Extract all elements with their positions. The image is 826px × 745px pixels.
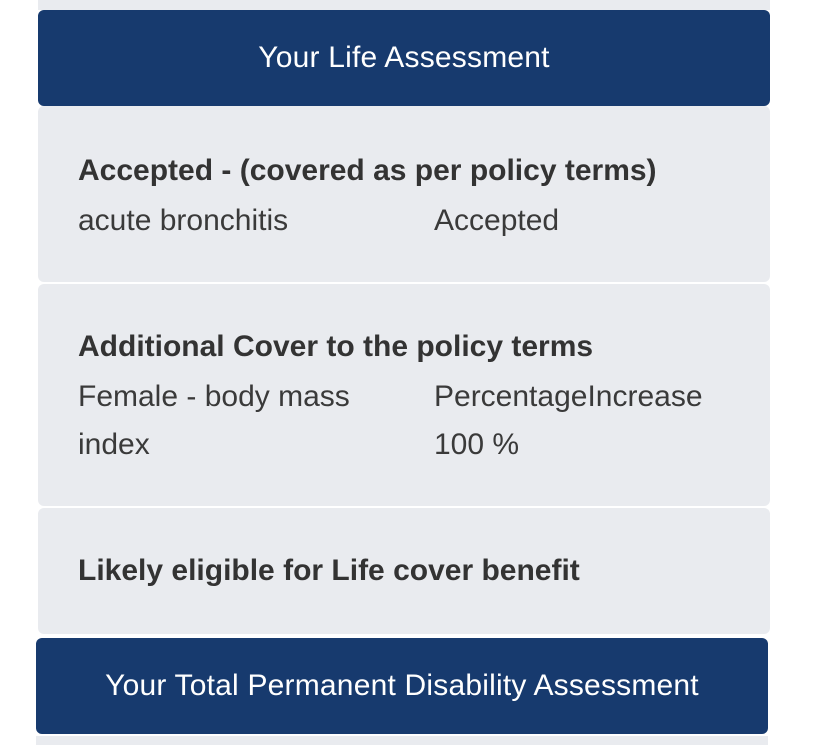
previous-card-edge bbox=[38, 0, 770, 10]
condition-name: acute bronchitis bbox=[78, 204, 289, 237]
tpd-assessment-header-label: Your Total Permanent Disability Assessment bbox=[105, 669, 699, 702]
eligibility-title: Likely eligible for Life cover benefit bbox=[78, 554, 580, 587]
condition-outcome: Accepted bbox=[434, 204, 560, 237]
condition-outcome: PercentageIncrease 100 % bbox=[434, 380, 703, 461]
tpd-assessment-header[interactable] bbox=[36, 638, 768, 734]
additional-cover-title: Additional Cover to the policy terms bbox=[78, 330, 594, 363]
additional-cover-section bbox=[38, 284, 770, 506]
life-assessment-header[interactable] bbox=[38, 10, 770, 106]
life-assessment-header-label: Your Life Assessment bbox=[258, 41, 550, 74]
condition-name: Female - body mass index bbox=[78, 380, 350, 461]
accepted-section bbox=[38, 106, 770, 282]
next-card-edge bbox=[36, 736, 768, 745]
accepted-section-title: Accepted - (covered as per policy terms) bbox=[78, 154, 657, 187]
eligibility-section bbox=[38, 508, 770, 634]
